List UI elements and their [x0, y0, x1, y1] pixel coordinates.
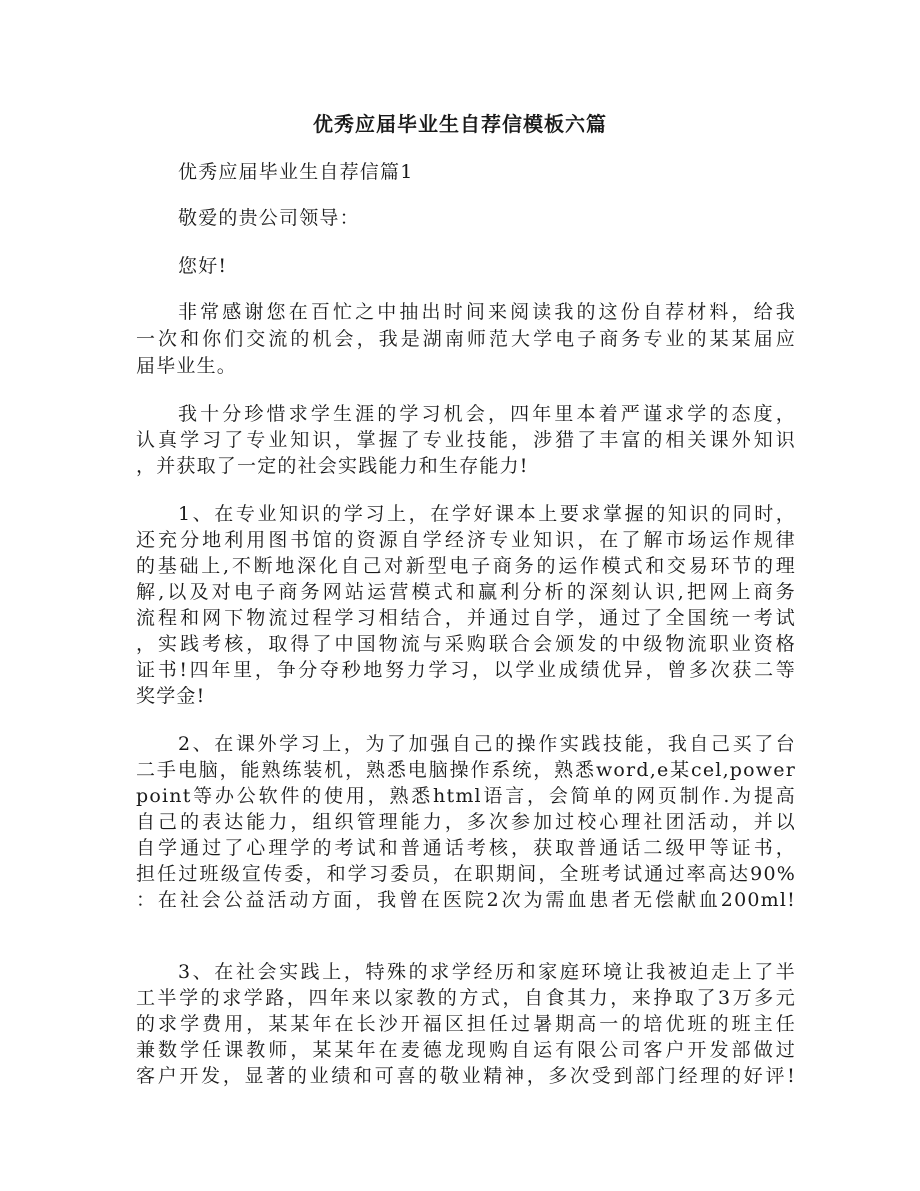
paragraph-line: 认真学习了专业知识，掌握了专业技能，涉猎了丰富的相关课外知识	[136, 429, 796, 451]
paragraph-line: 证书!四年里，争分夺秒地努力学习，以学业成绩优异，曾多次获二等	[136, 659, 796, 681]
paragraph-line: 的求学费用，某某年在长沙开福区担任过暑期高一的培优班的班主任	[136, 1013, 796, 1035]
section-heading: 优秀应届毕业生自荐信篇1	[178, 161, 414, 183]
paragraph-line: 2、在课外学习上，为了加强自己的操作实践技能，我自己买了台	[178, 733, 796, 755]
paragraph-line: 解,以及对电子商务网站运营模式和赢利分析的深刻认识,把网上商务	[136, 581, 796, 603]
paragraph-line: 客户开发，显著的业绩和可喜的敬业精神，多次受到部门经理的好评!	[136, 1065, 796, 1087]
paragraph-line: 还充分地利用图书馆的资源自学经济专业知识，在了解市场运作规律	[136, 529, 796, 551]
paragraph-line: ：在社会公益活动方面，我曾在医院2次为需血患者无偿献血200ml!	[136, 889, 796, 911]
paragraph-line: 自学通过了心理学的考试和普通话考核，获取普通话二级甲等证书，	[136, 837, 796, 859]
paragraph-line: 3、在社会实践上，特殊的求学经历和家庭环境让我被迫走上了半	[178, 961, 796, 983]
paragraph-line: 兼数学任课教师，某某年在麦德龙现购自运有限公司客户开发部做过	[136, 1039, 796, 1061]
paragraph-line: ，实践考核，取得了中国物流与采购联合会颁发的中级物流职业资格	[136, 633, 796, 655]
paragraph-line: 自己的表达能力，组织管理能力，多次参加过校心理社团活动，并以	[136, 811, 796, 833]
paragraph-line: 一次和你们交流的机会，我是湖南师范大学电子商务专业的某某届应	[136, 328, 796, 350]
paragraph-line: 届毕业生。	[136, 355, 238, 377]
paragraph-line: point等办公软件的使用，熟悉html语言，会简单的网页制作.为提高	[136, 785, 796, 807]
paragraph-line: 非常感谢您在百忙之中抽出时间来阅读我的这份自荐材料，给我	[178, 301, 796, 323]
paragraph-line: 担任过班级宣传委，和学习委员，在职期间，全班考试通过率高达90%	[136, 863, 796, 885]
paragraph-line: 1、在专业知识的学习上，在学好课本上要求掌握的知识的同时，	[178, 503, 796, 525]
greeting: 您好!	[178, 255, 228, 277]
paragraph-line: 奖学金!	[136, 685, 206, 707]
paragraph-line: 我十分珍惜求学生涯的学习机会，四年里本着严谨求学的态度，	[178, 403, 796, 425]
paragraph-line: ，并获取了一定的社会实践能力和生存能力!	[136, 455, 529, 477]
salutation: 敬爱的贵公司领导：	[178, 207, 360, 229]
paragraph-line: 工半学的求学路，四年来以家教的方式，自食其力，来挣取了3万多元	[136, 987, 796, 1009]
paragraph-line: 流程和网下物流过程学习相结合，并通过自学，通过了全国统一考试	[136, 607, 796, 629]
document-title: 优秀应届毕业生自荐信模板六篇	[313, 112, 607, 136]
paragraph-line: 的基础上,不断地深化自己对新型电子商务的运作模式和交易环节的理	[136, 555, 796, 577]
paragraph-line: 二手电脑，能熟练装机，熟悉电脑操作系统，熟悉word,e某cel,power	[136, 759, 796, 781]
